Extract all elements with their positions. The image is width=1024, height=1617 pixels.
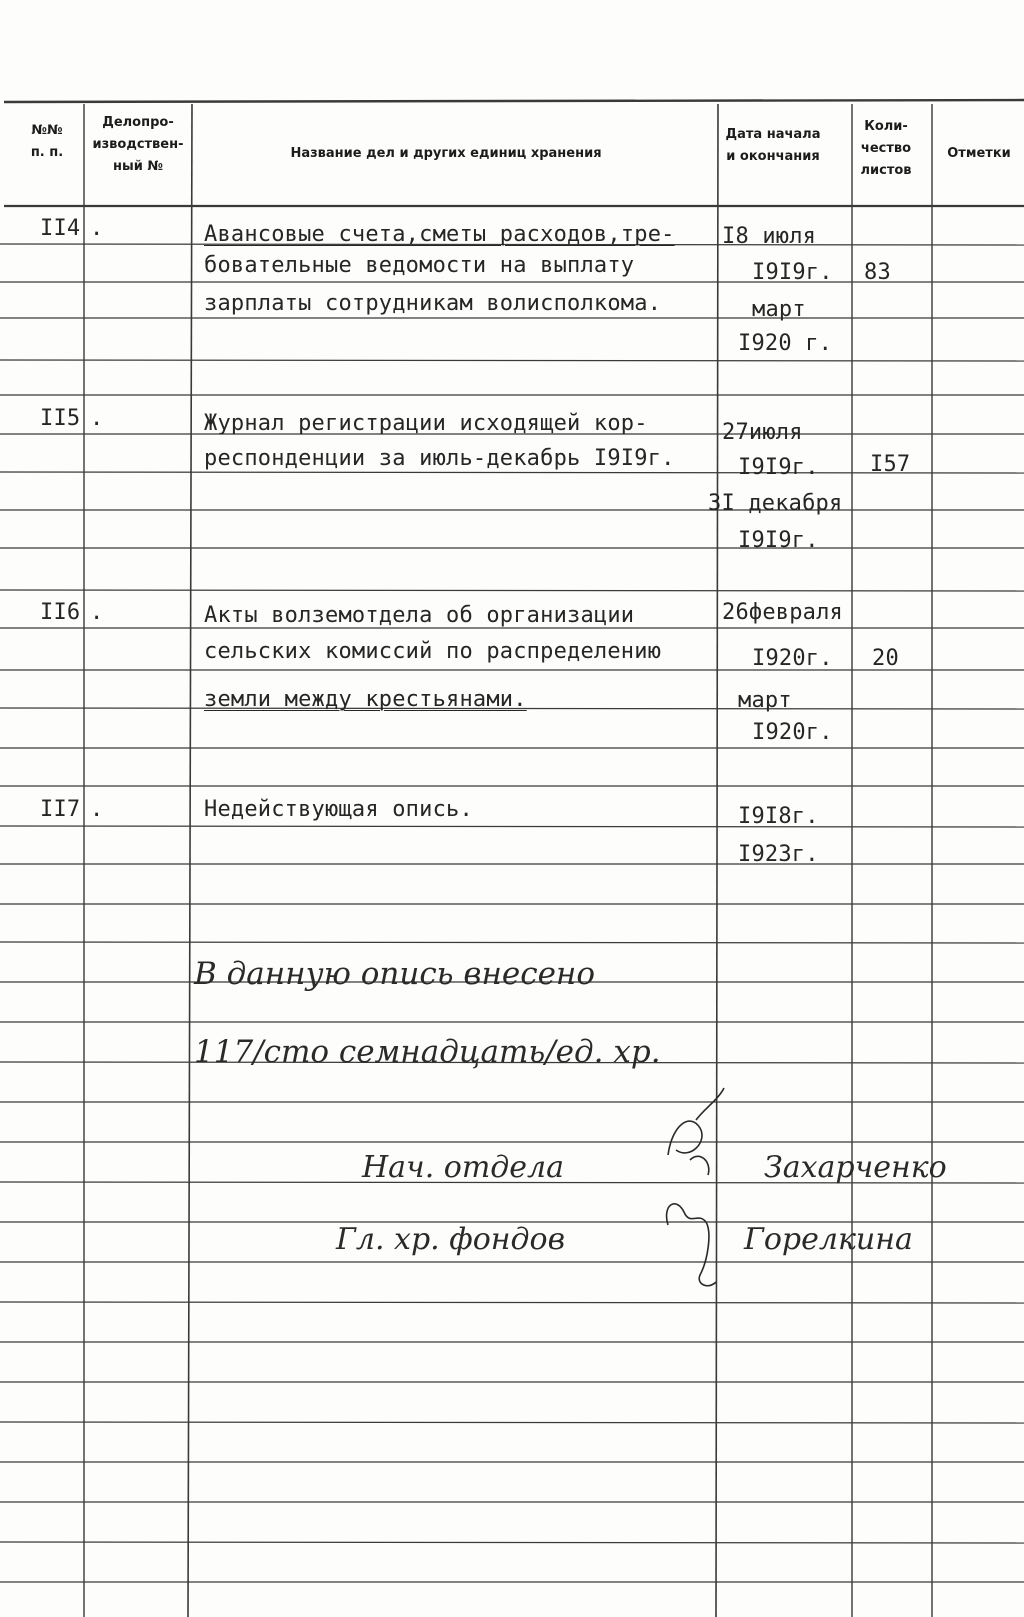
entry-title-line: Авансовые счета,сметы расходов,тре- (204, 222, 675, 247)
entry-office-dot: . (90, 600, 104, 625)
row-rule (0, 942, 1024, 943)
entry-date-line: 27июля (722, 420, 803, 445)
entry-date-line: I920г. (752, 646, 833, 671)
column-rule (188, 104, 192, 1617)
header-office-line: Делопро- (102, 115, 174, 130)
handwritten-signature-name: Захарченко (764, 1150, 947, 1185)
entry-title-line: бовательные ведомости на выплату (204, 253, 635, 278)
entry-title-line: Акты волземотдела об организации (204, 603, 635, 628)
header-dates-line: и окончания (726, 149, 820, 164)
entry-date-line: I9I9г. (738, 455, 819, 480)
entry-date-line: I9I9г. (738, 528, 819, 553)
column-rule (716, 104, 718, 1617)
entry-sheet-count: 20 (872, 646, 899, 671)
entry-title-line: Журнал регистрации исходящей кор- (204, 411, 648, 436)
entry-date-line: I8 июля (722, 224, 817, 249)
row-rule (0, 1302, 1024, 1303)
header-num (12, 120, 82, 164)
header-notes: Отметки (947, 146, 1011, 161)
row-rule (0, 1422, 1024, 1423)
entry-date-line: 3I декабря (708, 491, 843, 516)
entry-office-dot: . (90, 216, 104, 241)
header-office-line: ный № (112, 159, 163, 174)
entry-title-line: Недействующая опись. (204, 797, 473, 822)
row-rule (0, 590, 1024, 591)
entry-date-line: 26февраля (722, 600, 844, 625)
entry-date-line: I9I8г. (738, 804, 819, 829)
signature-mark-2 (667, 1204, 716, 1286)
entry-date-line: март (752, 297, 806, 322)
header-title: Название дел и других единиц хранения (290, 146, 602, 161)
handwritten-note-line: 117/сто семнадцать/ед. хр. (194, 1034, 661, 1070)
header-count (842, 116, 930, 182)
entry-number: II5 (40, 406, 81, 431)
entry-number: II7 (40, 797, 81, 822)
entry-number: II4 (40, 216, 81, 241)
entry-date-line: I920 г. (738, 331, 833, 356)
header-num-line: п. п. (30, 145, 64, 160)
handwritten-signature-title: Нач. отдела (362, 1150, 565, 1185)
entry-office-dot: . (90, 406, 104, 431)
entry-title-line: земли между крестьянами. (204, 687, 527, 712)
table-top-rule (4, 100, 1024, 102)
entry-title-line: респонденции за июль-декабрь I9I9г. (204, 446, 675, 471)
entry-date-line: I9I9г. (752, 260, 833, 285)
header-dates (708, 124, 838, 168)
signature-mark-1 (668, 1088, 724, 1175)
header-num-line: №№ (31, 123, 63, 138)
row-rule (0, 1542, 1024, 1543)
entry-date-line: I920г. (752, 720, 833, 745)
entry-date-line: I923г. (738, 842, 819, 867)
row-rule (0, 826, 1024, 827)
handwritten-note-line: В данную опись внесено (194, 956, 596, 992)
header-office-num (86, 112, 190, 178)
entry-date-line: март (738, 688, 792, 713)
entry-number: II6 (40, 600, 81, 625)
handwritten-signature-title: Гл. хр. фондов (336, 1222, 566, 1257)
handwritten-signature-name: Горелкина (744, 1222, 913, 1257)
row-rule (0, 360, 1024, 361)
entry-office-dot: . (90, 797, 104, 822)
entry-sheet-count: 83 (864, 260, 891, 285)
header-count-line: Коли- (864, 119, 908, 134)
entry-title-line: зарплаты сотрудникам волисполкома. (204, 291, 662, 316)
entry-sheet-count: I57 (870, 452, 911, 477)
header-count-line: листов (860, 163, 912, 178)
entry-title-line: сельских комиссий по распределению (204, 639, 662, 664)
header-office-line: изводствен- (92, 137, 184, 152)
header-dates-line: Дата начала (725, 127, 821, 142)
header-count-line: чество (860, 141, 912, 156)
